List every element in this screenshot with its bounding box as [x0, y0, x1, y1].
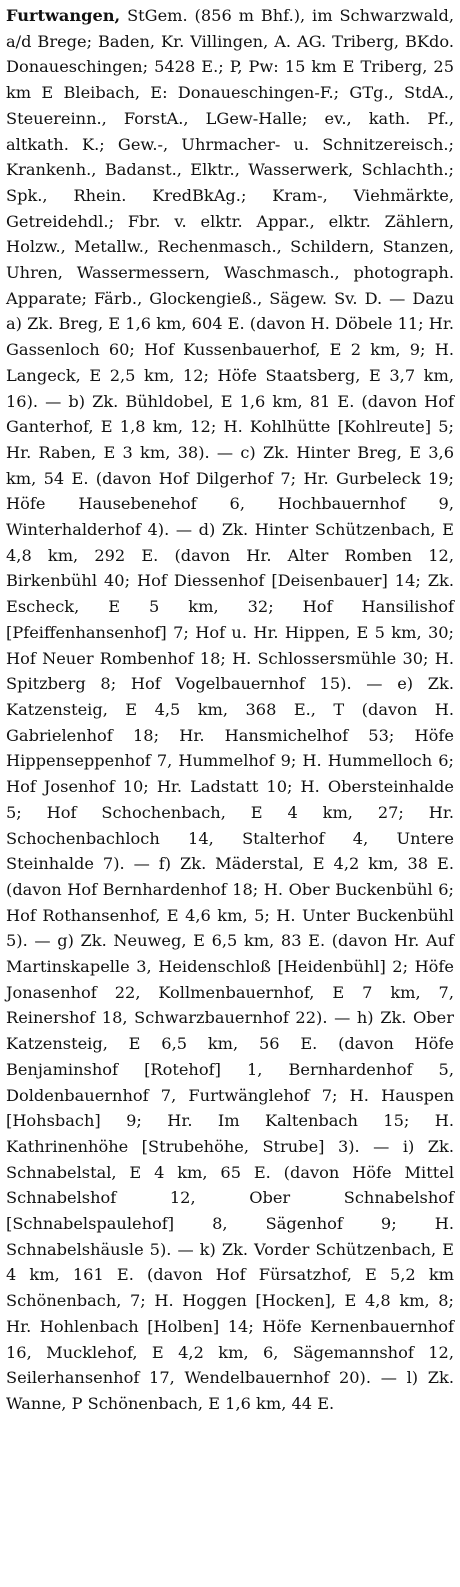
entry-headword: Furtwangen,: [6, 6, 121, 25]
entry-text: StGem. (856 m Bhf.), im Schwarzwald, a/d Brege; Baden, Kr. Villingen, A. AG. Triberg, BKdo. Donaueschingen; 5428 E.; P, Pw: 15 km E Triberg, 25 km E Bleibach, E: Donaueschingen-F.; GTg., StdA., Steuereinn., ForstA., LGew-Halle; ev., kath. Pf., altkath. K.; Gew.-, Uhrmacher- u. Schnitzereisch.; Krankenh., Badanst., Elktr., Wasserwerk, Schlachth.; Spk., Rhein. KredBkAg.; Kram-, Viehmärkte, Getreidehdl.; Fbr. v. elktr. Appar., elktr. Zählern, Holzw., Metallw., Rechenmasch., Schildern, Stanzen, Uhren, Wassermessern, Waschmasch., photograph. Apparate; Färb., Glockengieß., Sägew. Sv. D. — Dazu a) Zk. Breg, E 1,6 km, 604 E. (davon H. Döbele 11; Hr. Gassenloch 60; Hof Kussenbauerhof, E 2 km, 9; H. Langeck, E 2,5 km, 12; Höfe Staatsberg, E 3,7 km, 16). — b) Zk. Bühldobel, E 1,6 km, 81 E. (davon Hof Ganterhof, E 1,8 km, 12; H. Kohlhütte [Kohlreute] 5; Hr. Raben, E 3 km, 38). — c) Zk. Hinter Breg, E 3,6 km, 54 E. (davon Hof Dilgerhof 7; Hr. Gurbeleck 19; Höfe Hausebenehof 6, Hochbauernhof 9, Winterhalderhof 4). — d) Zk. Hinter Schützenbach, E 4,8 km, 292 E. (davon Hr. Alter Romben 12, Birkenbühl 40; Hof Diessenhof [Deisenbauer] 14; Zk. Escheck, E 5 km, 32; Hof Hansilishof [Pfeiffenhansenhof] 7; Hof u. Hr. Hippen, E 5 km, 30; Hof Neuer Rombenhof 18; H. Schlossersmühle 30; H. Spitzberg 8; Hof Vogelbauernhof 15). — e) Zk. Katzensteig, E 4,5 km, 368 E., T (davon H. Gabrielenhof 18; Hr. Hansmichelhof 53; Höfe Hippenseppenhof 7, Hummelhof 9; H. Hummelloch 6; Hof Josenhof 10; Hr. Ladstatt 10; H. Obersteinhalde 5; Hof Schochenbach, E 4 km, 27; Hr. Schochenbachloch 14, Stalterhof 4, Untere Steinhalde 7). — f) Zk. Mäderstal, E 4,2 km, 38 E. (davon Hof Bernhardenhof 18; H. Ober Buckenbühl 6; Hof Rothansenhof, E 4,6 km, 5; H. Unter Buckenbühl 5). — g) Zk. Neuweg, E 6,5 km, 83 E. (davon Hr. Auf Martinskapelle 3, Heidenschloß [Heidenbühl] 2; Höfe Jonasenhof 22, Kollmenbauernhof, E 7 km, 7, Reinershof 18, Schwarzbauernhof 22). — h) Zk. Ober Katzensteig, E 6,5 km, 56 E. (davon Höfe Benjaminshof [Rotehof] 1, Bernhardenhof 5, Doldenbauernhof 7, Furtwänglehof 7; H. Hauspen [Hohsbach] 9; Hr. Im Kaltenbach 15; H. Kathrinenhöhe [Strubehöhe, Strube] 3). — i) Zk. Schnabelstal, E 4 km, 65 E. (davon Höfe Mittel Schnabelshof 12, Ober Schnabelshof [Schnabelspaulehof] 8, Sägenhof 9; H. Schnabelshäusle 5). — k) Zk. Vorder Schützenbach, E 4 km, 161 E. (davon Hof Fürsatzhof, E 5,2 km Schönenbach, 7; H. Hoggen [Hocken], E 4,8 km, 8; Hr. Hohlenbach [Holben] 14; Höfe Kernenbauernhof 16, Mucklehof, E 4,2 km, 6, Sägemannshof 12, Seilerhansenhof 17, Wendelbauernhof 20). — l) Zk. Wanne, P Schönenbach, E 1,6 km, 44 E.: [6, 6, 454, 1413]
gazetteer-entry: [6, 3, 454, 1417]
